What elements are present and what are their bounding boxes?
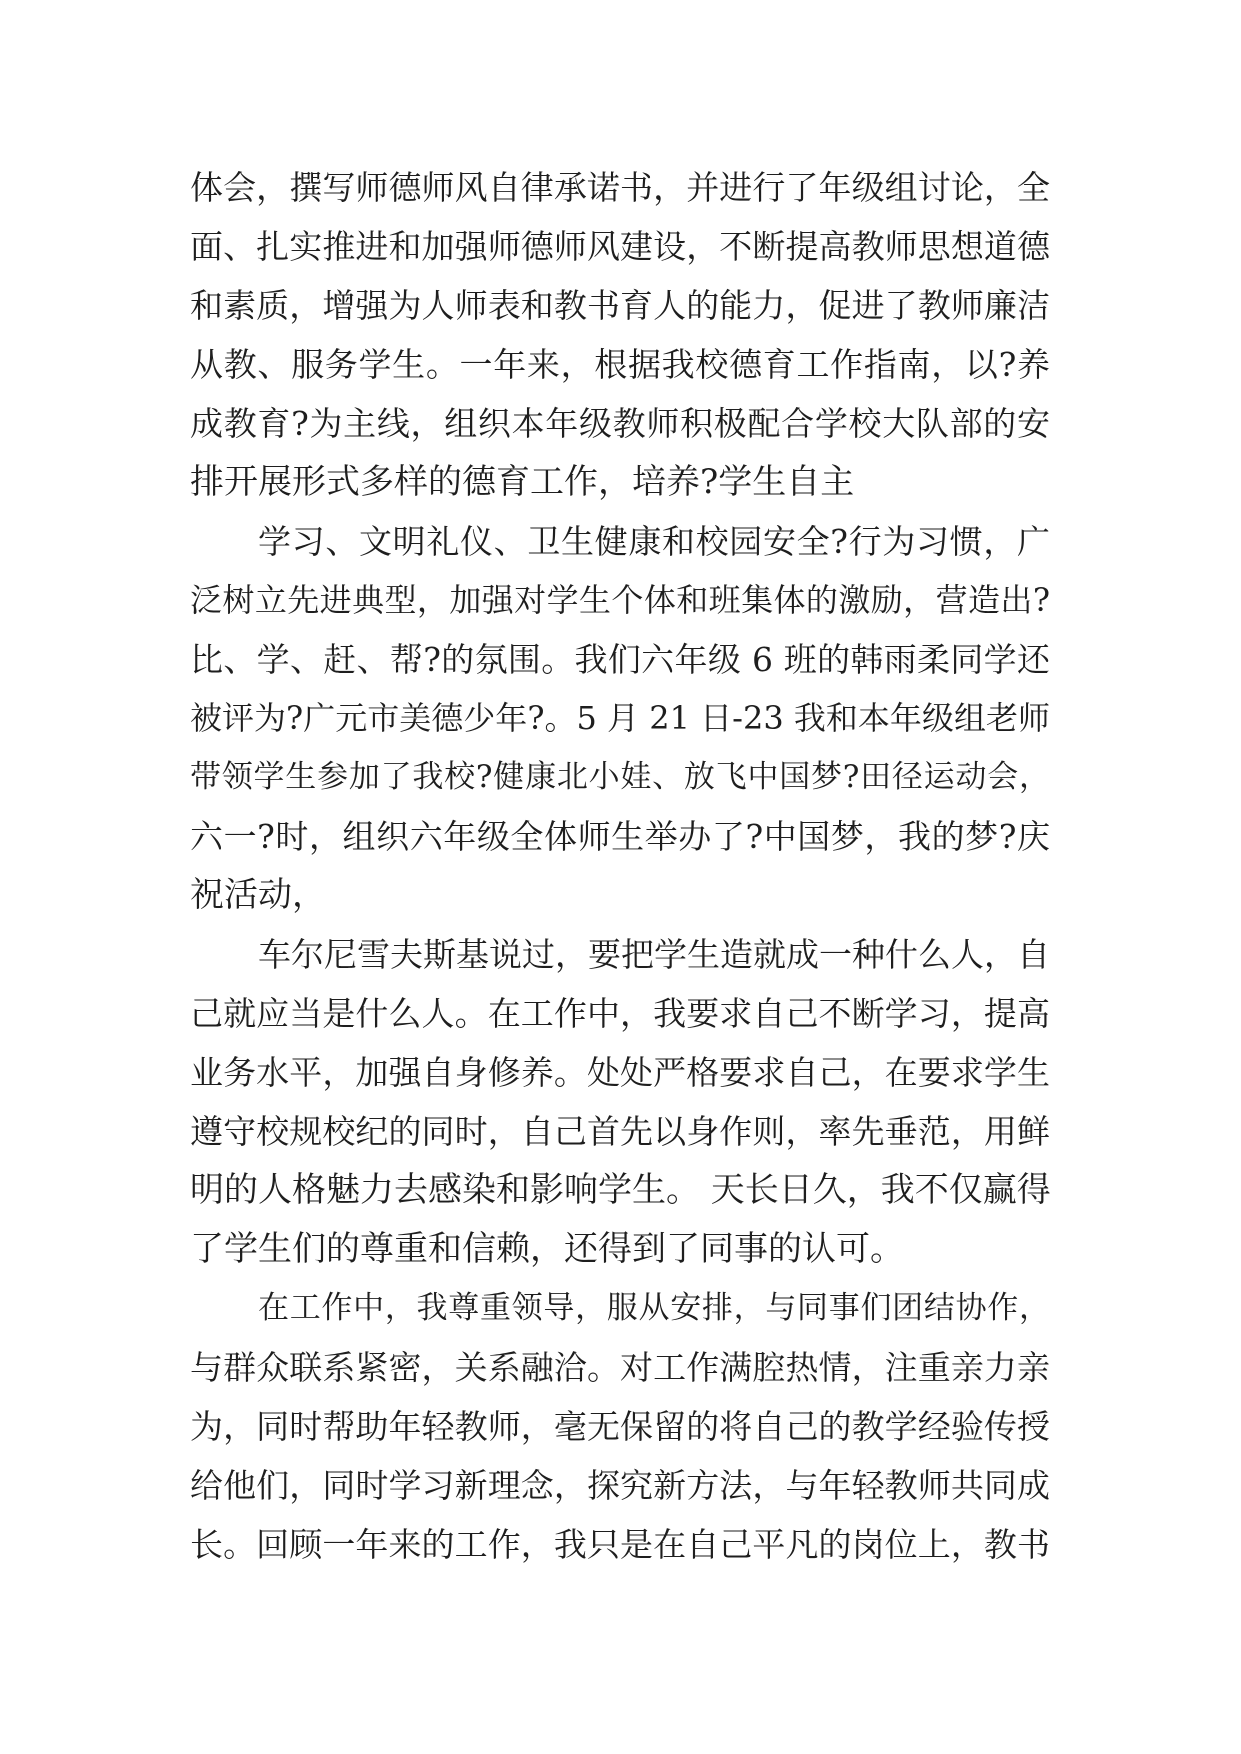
paragraph-3-line-5: 明的人格魅力去感染和影响学生。 天长日久，我不仅赢得 — [190, 1170, 1051, 1210]
paragraph-1-line-3: 和素质，增强为人师表和教书育人的能力，促进了教师廉洁 — [190, 286, 1050, 325]
paragraph-2-line-3: 比、学、赶、帮?的氛围。我们六年级 6 班的韩雨柔同学还 — [190, 640, 1050, 679]
paragraph-2-line-2: 泛树立先进典型，加强对学生个体和班集体的激励，营造出? — [190, 581, 1050, 619]
paragraph-1-line-5: 成教育?为主线，组织本年级教师积极配合学校大队部的安 — [190, 404, 1050, 443]
paragraph-3-line-3: 业务水平，加强自身修养。处处严格要求自己，在要求学生 — [190, 1053, 1050, 1092]
paragraph-2-line-1: 学习、文明礼仪、卫生健康和校园安全?行为习惯，广 — [258, 522, 1050, 561]
paragraph-3-line-4: 遵守校规校纪的同时，自己首先以身作则，率先垂范，用鲜 — [190, 1112, 1050, 1151]
paragraph-1-line-4: 从教、服务学生。一年来，根据我校德育工作指南，以?养 — [190, 345, 1050, 384]
paragraph-1-line-1: 体会，撰写师德师风自律承诺书，并进行了年级组讨论，全 — [190, 168, 1050, 207]
paragraph-4-line-2: 与群众联系紧密，关系融洽。对工作满腔热情，注重亲力亲 — [190, 1348, 1050, 1387]
paragraph-2-line-6: 六一?时，组织六年级全体师生举办了?中国梦，我的梦?庆 — [190, 817, 1050, 856]
paragraph-4-line-1: 在工作中，我尊重领导，服从安排，与同事们团结协作， — [258, 1290, 1050, 1326]
paragraph-1-line-2: 面、扎实推进和加强师德师风建设，不断提高教师思想道德 — [190, 227, 1050, 266]
paragraph-2-line-4: 被评为?广元市美德少年?。5 月 21 日-23 我和本年级组老师 — [190, 699, 1050, 737]
paragraph-3-line-1: 车尔尼雪夫斯基说过，要把学生造就成一种什么人，自 — [258, 935, 1050, 974]
paragraph-4-line-4: 给他们，同时学习新理念，探究新方法，与年轻教师共同成 — [190, 1466, 1050, 1505]
paragraph-2-line-7: 祝活动， — [190, 875, 326, 915]
paragraph-4-line-3: 为，同时帮助年轻教师，毫无保留的将自己的教学经验传授 — [190, 1407, 1050, 1446]
body-text — [190, 158, 1050, 1574]
paragraph-3-line-2: 己就应当是什么人。在工作中，我要求自己不断学习，提高 — [190, 994, 1050, 1033]
paragraph-2-line-5: 带领学生参加了我校?健康北小娃、放飞中国梦?田径运动会， — [190, 759, 1050, 795]
paragraph-4-line-5: 长。回顾一年来的工作，我只是在自己平凡的岗位上，教书 — [190, 1525, 1050, 1564]
paragraph-3-line-6: 了学生们的尊重和信赖，还得到了同事的认可。 — [190, 1229, 904, 1269]
paragraph-1-line-6: 排开展形式多样的德育工作，培养?学生自主 — [190, 462, 855, 502]
